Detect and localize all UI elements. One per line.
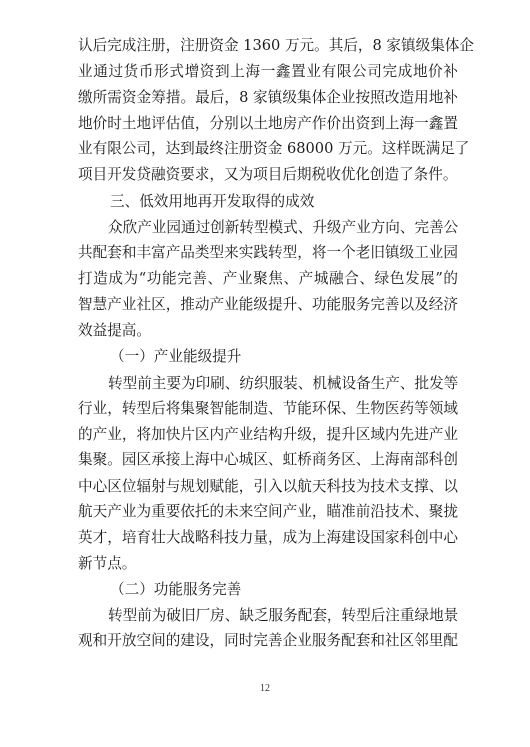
paragraph-line: 认后完成注册，注册资金 1360 万元。其后，8 家镇级集体企 — [78, 37, 475, 54]
paragraph-line: 中心区位辐射与规划赋能，引入以航天科技为技术支撑、以 — [78, 478, 458, 495]
paragraph-line: 集聚。园区承接上海中心城区、虹桥商务区、上海南部科创 — [78, 451, 458, 468]
paragraph-line: 业有限公司，达到最终注册资金 68000 万元。这样既满足了 — [78, 140, 470, 157]
paragraph-line: 共配套和丰富产品类型来实践转型，将一个老旧镇级工业园 — [78, 244, 458, 261]
paragraph-line: 的产业，将加快片区内产业结构升级，提升区域内先进产业 — [78, 426, 458, 443]
subheading-service-improvement: （二）功能服务完善 — [110, 581, 242, 598]
paragraph-line: 缴所需资金筹措。最后，8 家镇级集体企业按照改造用地补 — [78, 89, 458, 106]
paragraph-line: 打造成为“功能完善、产业聚焦、产城融合、绿色发展”的 — [78, 270, 458, 287]
section-heading: 三、低效用地再开发取得的成效 — [110, 193, 315, 210]
paragraph-line: 行业，转型后将集聚智能制造、节能环保、生物医药等领域 — [78, 400, 458, 417]
paragraph-line: 新节点。 — [78, 555, 137, 572]
paragraph-line: 效益提高。 — [78, 322, 151, 339]
paragraph-line: 转型前主要为印刷、纺织服装、机械设备生产、批发等 — [108, 375, 459, 392]
paragraph-line: 英才，培育壮大战略科技力量，成为上海建设国家科创中心 — [78, 529, 458, 546]
paragraph-line: 观和开放空间的建设，同时完善企业服务配套和社区邻里配 — [78, 632, 458, 649]
paragraph-line: 众欣产业园通过创新转型模式、升级产业方向、完善公 — [108, 219, 459, 236]
paragraph-line: 项目开发贷融资要求，又为项目后期税收优化创造了条件。 — [78, 166, 458, 183]
paragraph-line: 地价时土地评估值，分别以土地房产作价出资到上海一鑫置 — [78, 115, 458, 132]
paragraph-line: 航天产业为重要依托的未来空间产业，瞄准前沿技术、聚拢 — [78, 503, 458, 520]
page-number: 12 — [260, 683, 270, 694]
paragraph-line: 转型前为破旧厂房、缺乏服务配套，转型后注重绿地景 — [108, 607, 459, 624]
paragraph-line: 智慧产业社区，推动产业能级提升、功能服务完善以及经济 — [78, 296, 458, 313]
subheading-industry-upgrade: （一）产业能级提升 — [110, 348, 242, 365]
paragraph-line: 业通过货币形式增资到上海一鑫置业有限公司完成地价补 — [78, 63, 458, 80]
